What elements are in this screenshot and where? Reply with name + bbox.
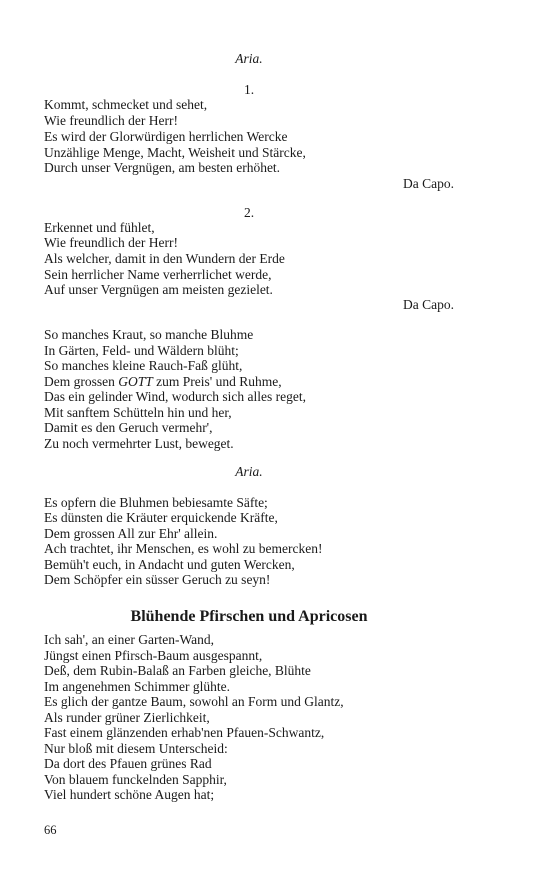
verse-line xyxy=(44,374,282,390)
verse-line: Das ein gelinder Wind, wodurch sich alles reget, xyxy=(44,389,307,404)
verse-line: Viel hundert schöne Augen hat; xyxy=(44,787,215,802)
verse-line: Wie freundlich der Herr! xyxy=(44,113,179,128)
god-italic: GOTT xyxy=(118,374,153,389)
verse-line: In Gärten, Feld- und Wäldern blüht; xyxy=(44,343,239,358)
verse-line: Es opfern die Bluhmen bebiesamte Säfte; xyxy=(44,495,268,510)
verse-line: Erkennet und fühlet, xyxy=(44,220,155,235)
verse-line: Als runder grüner Zierlichkeit, xyxy=(44,710,210,725)
poem-heading: Blühende Pfirschen und Apricosen xyxy=(130,608,368,625)
verse-text: Dem grossen xyxy=(44,374,119,389)
verse-line: Durch unser Vergnügen, am besten erhöhet. xyxy=(44,160,281,175)
verse-line: Wie freundlich der Herr! xyxy=(44,235,179,250)
verse-line: Kommt, schmecket und sehet, xyxy=(44,97,208,112)
stanza-number-1: 1. xyxy=(243,82,255,97)
verse-line: Es wird der Glorwürdigen herrlichen Wercke xyxy=(44,129,288,144)
verse-line: Ich sah', an einer Garten-Wand, xyxy=(44,632,215,647)
aria-title-2: Aria. xyxy=(235,464,263,479)
da-capo-1: Da Capo. xyxy=(403,176,454,191)
verse-line: Als welcher, damit in den Wundern der Erde xyxy=(44,251,285,266)
page-number: 66 xyxy=(44,823,57,837)
verse-line: Sein herrlicher Name verherrlichet werde, xyxy=(44,267,272,282)
verse-line: Zu noch vermehrter Lust, beweget. xyxy=(44,436,234,451)
verse-line: Mit sanftem Schütteln hin und her, xyxy=(44,405,232,420)
verse-line: So manches kleine Rauch-Faß glüht, xyxy=(44,358,243,373)
verse-line: Da dort des Pfauen grünes Rad xyxy=(44,756,212,771)
aria-title-1: Aria. xyxy=(235,51,263,66)
verse-line: So manches Kraut, so manche Bluhme xyxy=(44,327,254,342)
verse-line: Dem grossen All zur Ehr' allein. xyxy=(44,526,218,541)
verse-line: Es dünsten die Kräuter erquickende Kräfte, xyxy=(44,510,278,525)
verse-line: Deß, dem Rubin-Balaß an Farben gleiche, Blühte xyxy=(44,663,311,678)
verse-line: Bemüh't euch, in Andacht und guten Wercken, xyxy=(44,557,295,572)
verse-line: Im angenehmen Schimmer glühte. xyxy=(44,679,230,694)
verse-line: Ach trachtet, ihr Menschen, es wohl zu bemercken! xyxy=(44,541,323,556)
stanza-number-2: 2. xyxy=(243,205,255,220)
da-capo-2: Da Capo. xyxy=(403,297,454,312)
verse-line: Dem Schöpfer ein süsser Geruch zu seyn! xyxy=(44,572,271,587)
verse-line: Auf unser Vergnügen am meisten gezielet. xyxy=(44,282,273,297)
verse-line: Damit es den Geruch vermehr', xyxy=(44,420,213,435)
verse-line: Nur bloß mit diesem Unterscheid: xyxy=(44,741,228,756)
verse-line: Unzählige Menge, Macht, Weisheit und Stärcke, xyxy=(44,145,306,160)
verse-text: zum Preis' und Ruhme, xyxy=(152,374,282,389)
verse-line: Jüngst einen Pfirsch-Baum ausgespannt, xyxy=(44,648,263,663)
verse-line: Es glich der gantze Baum, sowohl an Form und Glantz, xyxy=(44,694,344,709)
verse-line: Von blauem funckelnden Sapphir, xyxy=(44,772,227,787)
verse-line: Fast einem glänzenden erhab'nen Pfauen-Schwantz, xyxy=(44,725,325,740)
